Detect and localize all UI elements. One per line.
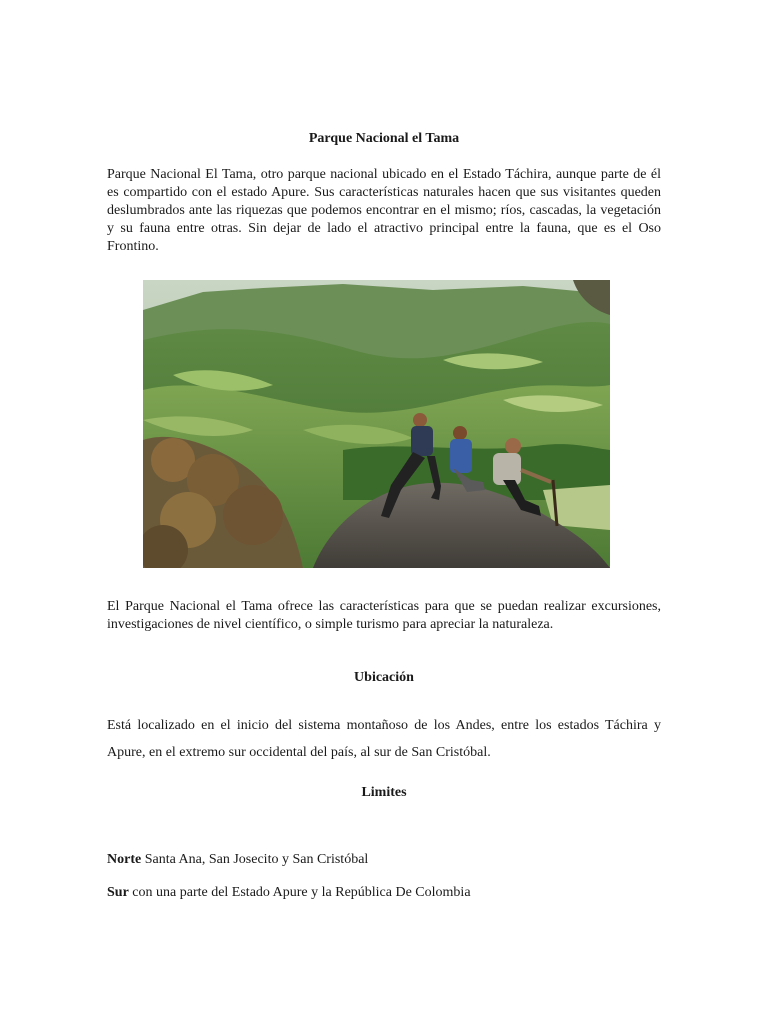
park-photo-illustration (143, 280, 610, 568)
limit-north (107, 851, 661, 869)
limit-north-label: Norte (107, 852, 142, 867)
limit-south-label: Sur (107, 885, 129, 900)
limit-south (107, 884, 661, 902)
park-photo (143, 280, 610, 568)
location-paragraph: Está localizado en el inicio del sistema montañoso de los Andes, entre los estados Táchira y Apure, en el extremo sur occidental del país, al sur de San Cristóbal. (107, 718, 661, 760)
limit-south-text: con una parte del Estado Apure y la República De Colombia (128, 885, 471, 900)
excursions-paragraph: El Parque Nacional el Tama ofrece las características para que se puedan realizar excursiones, investigaciones de nivel científico, o simple turismo para apreciar la naturaleza. (107, 599, 661, 632)
limit-north-text: Santa Ana, San Josecito y San Cristóbal (141, 852, 369, 867)
location-heading: Ubicación (354, 670, 414, 685)
intro-paragraph: Parque Nacional El Tama, otro parque nacional ubicado en el Estado Táchira, aunque parte de él es compartido con el estado Apure. Sus características naturales hacen que sus visitantes queden deslumbrados ante las riquezas que podemos encontrar en el mismo; ríos, cascadas, la vegetación y su fauna entre otras. Sin dejar de lado el atractivo principal entre la fauna, que es el Oso Frontino. (107, 167, 661, 254)
limits-heading: Limites (361, 785, 407, 800)
document-title: Parque Nacional el Tama (308, 131, 460, 146)
